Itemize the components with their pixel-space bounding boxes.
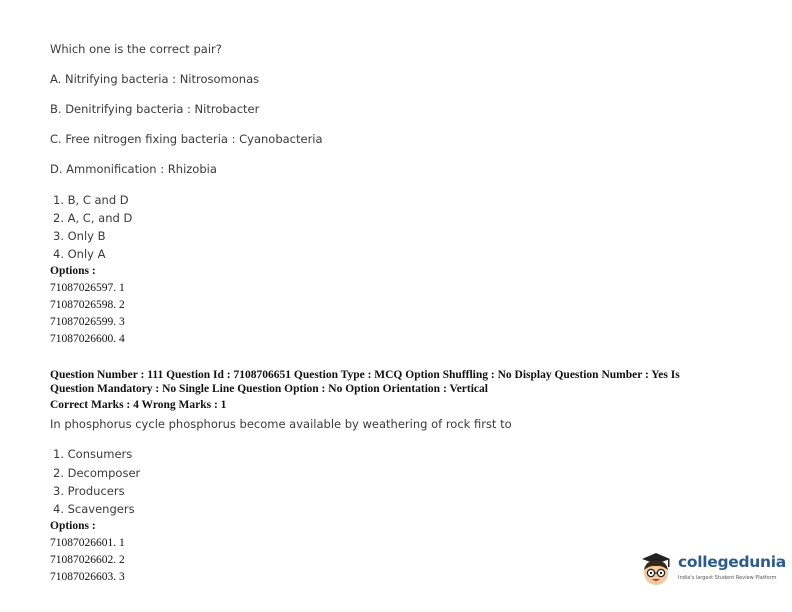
option-id: 71087026599. 3 — [50, 316, 125, 328]
question-meta: Question Number : 111 Question Id : 7108706651 Question Type : MCQ Option Shuffling : No Display Question Number : Yes Is — [50, 369, 680, 381]
option-id: 71087026598. 2 — [50, 299, 125, 311]
statement: B. Denitrifying bacteria : Nitrobacter — [50, 102, 260, 116]
statement: A. Nitrifying bacteria : Nitrosomonas — [50, 72, 260, 86]
answer-choice: 4. Only A — [53, 247, 106, 261]
answer-choice: 4. Scavengers — [53, 502, 135, 516]
option-id: 71087026597. 1 — [50, 282, 125, 294]
question-text: Which one is the correct pair? — [50, 42, 222, 56]
answer-choice: 1. B, C and D — [53, 193, 129, 207]
question-marks: Correct Marks : 4 Wrong Marks : 1 — [50, 399, 227, 411]
question-text: In phosphorus cycle phosphorus become available by weathering of rock first to — [50, 417, 512, 431]
answer-choice: 2. A, C, and D — [53, 211, 133, 225]
option-id: 71087026600. 4 — [50, 333, 125, 345]
option-id: 71087026603. 3 — [50, 571, 125, 583]
option-id: 71087026601. 1 — [50, 537, 125, 549]
statement: C. Free nitrogen fixing bacteria : Cyanobacteria — [50, 132, 323, 146]
statement: D. Ammonification : Rhizobia — [50, 162, 217, 176]
options-label: Options : — [50, 520, 96, 532]
options-label: Options : — [50, 265, 96, 277]
option-id: 71087026602. 2 — [50, 554, 125, 566]
brand-name: collegedunia — [678, 553, 786, 571]
question-meta: Question Mandatory : No Single Line Question Option : No Option Orientation : Vertical — [50, 383, 488, 395]
answer-choice: 1. Consumers — [53, 447, 133, 461]
answer-choice: 2. Decomposer — [53, 466, 141, 480]
answer-choice: 3. Producers — [53, 484, 125, 498]
answer-choice: 3. Only B — [53, 229, 106, 243]
collegedunia-logo — [638, 548, 786, 592]
brand-tagline: India's largest Student Review Platform — [678, 575, 777, 581]
graduate-mascot-icon — [638, 550, 674, 588]
